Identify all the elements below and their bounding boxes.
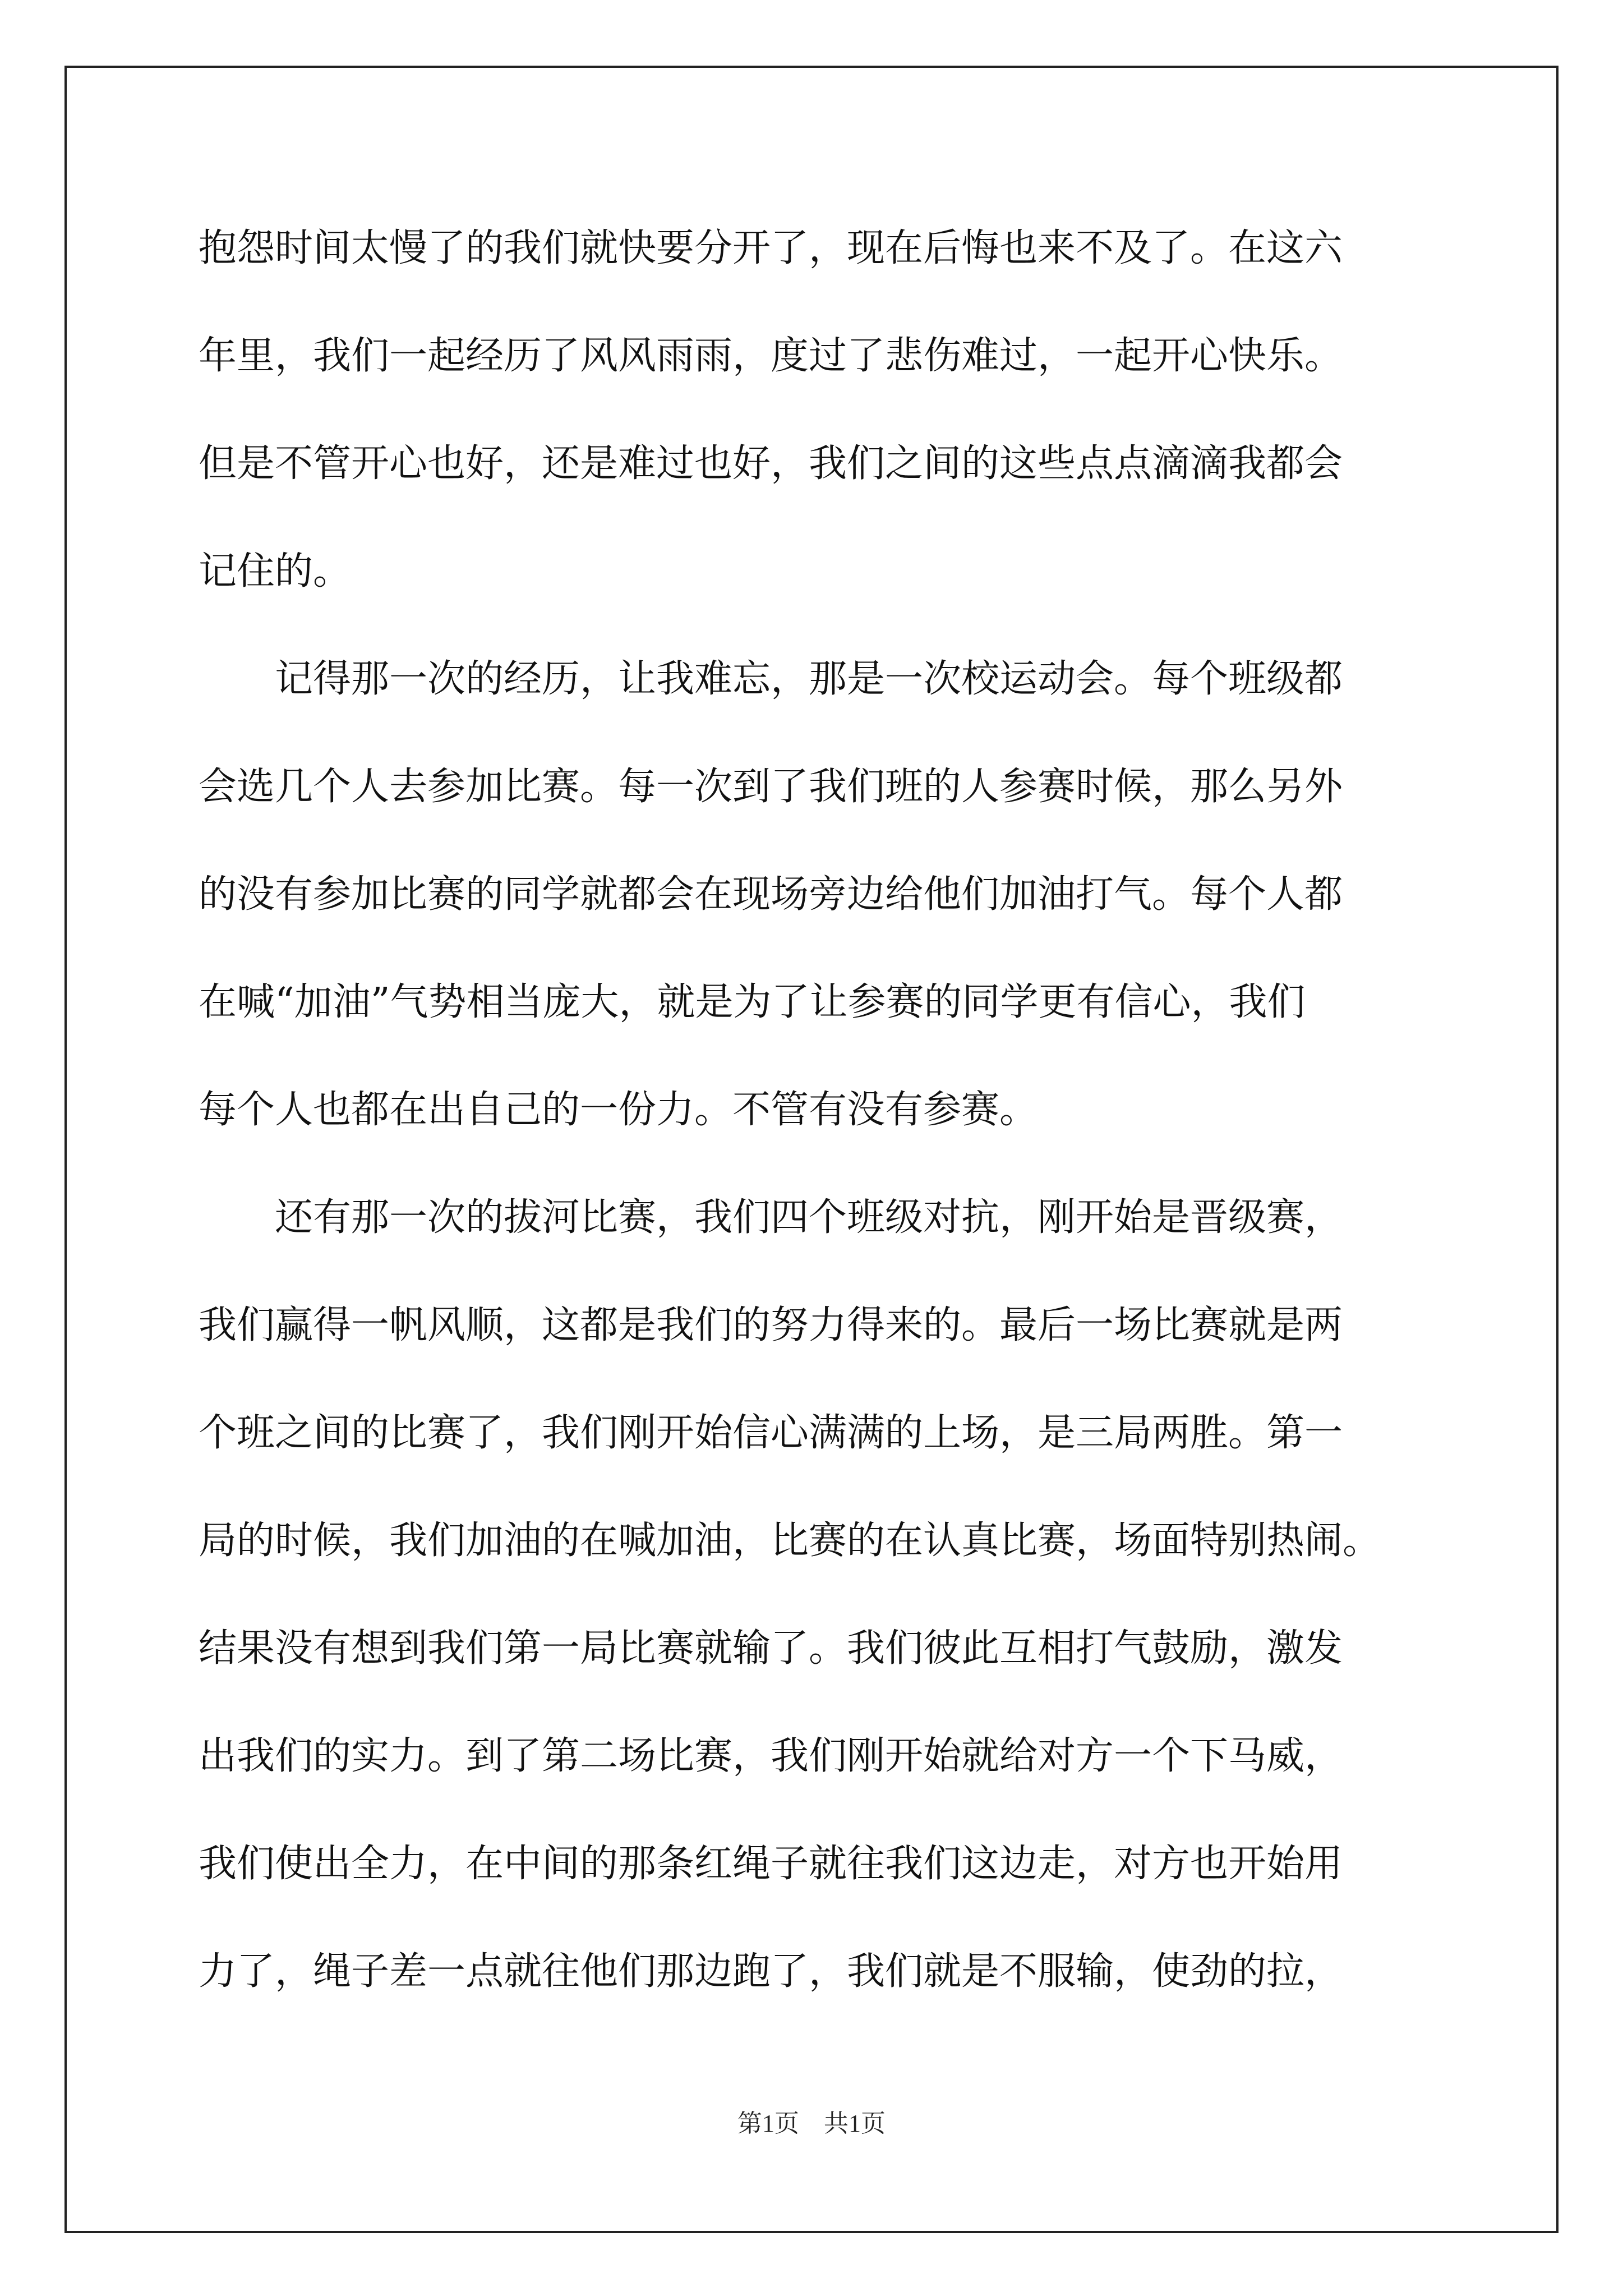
text-line: 会选几个人去参加比赛。每一次到了我们班的人参赛时候，那么另外 xyxy=(199,765,1343,809)
text-line: 年里，我们一起经历了风风雨雨，度过了悲伤难过，一起开心快乐。 xyxy=(199,334,1343,378)
page-number: 第1页 共1页 xyxy=(737,2110,886,2137)
text-line: 力了，绳子差一点就往他们那边跑了，我们就是不服输，使劲的拉， xyxy=(199,1949,1343,1994)
text-line: 我们赢得一帆风顺，这都是我们的努力得来的。最后一场比赛就是两 xyxy=(199,1303,1343,1347)
text-line: 每个人也都在出自己的一份力。不管有没有参赛。 xyxy=(199,1088,1038,1132)
text-line: 我们使出全力，在中间的那条红绳子就往我们这边走，对方也开始用 xyxy=(199,1842,1343,1886)
text-line: 在喊“加油”气势相当庞大，就是为了让参赛的同学更有信心，我们 xyxy=(199,980,1306,1024)
text-line: 记得那一次的经历，让我难忘，那是一次校运动会。每个班级都 xyxy=(199,657,1343,701)
text-line: 的没有参加比赛的同学就都会在现场旁边给他们加油打气。每个人都 xyxy=(199,872,1343,917)
text-line: 抱怨时间太慢了的我们就快要分开了，现在后悔也来不及了。在这六 xyxy=(199,226,1343,270)
text-line: 但是不管开心也好，还是难过也好，我们之间的这些点点滴滴我都会 xyxy=(199,441,1343,486)
text-line: 还有那一次的拔河比赛，我们四个班级对抗，刚开始是晋级赛， xyxy=(199,1195,1343,1240)
page-border xyxy=(64,66,1559,2233)
text-line: 个班之间的比赛了，我们刚开始信心满满的上场，是三局两胜。第一 xyxy=(199,1411,1343,1455)
text-line: 出我们的实力。到了第二场比赛，我们刚开始就给对方一个下马威， xyxy=(199,1734,1343,1778)
text-line: 记住的。 xyxy=(199,549,352,593)
text-line: 局的时候，我们加油的在喊加油，比赛的在认真比赛，场面特别热闹。 xyxy=(199,1519,1381,1563)
text-line: 结果没有想到我们第一局比赛就输了。我们彼此互相打气鼓励，激发 xyxy=(199,1626,1343,1671)
